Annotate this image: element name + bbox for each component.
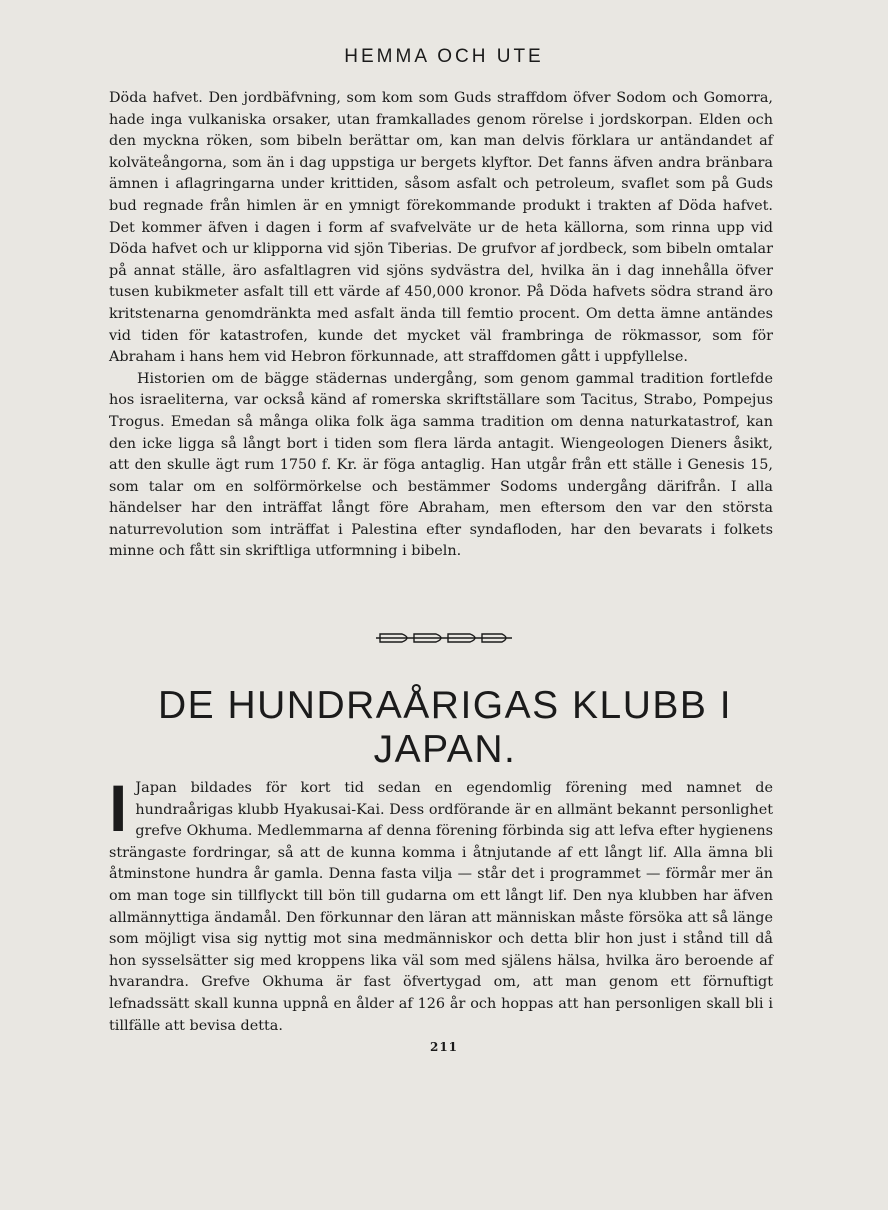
paragraph: Historien om de bägge städernas undergång, som genom gammal tradition fortlefde hos israeliterna, var också känd af romerska skriftställare som Tacitus, Strabo, Pompejus Trogus. Emedan så många olika folk äga samma tradition om denna naturkatastrof, kan den icke ligga så långt bort i tiden som flera lärda antagit. Wiengeologen Dieners åsikt, att den skulle ägt rum 1750 f. Kr. är föga antaglig. Han utgår från ett ställe i Genesis 15, som talar om en solförmörkelse och bestämmer Sodoms undergång därifrån. I alla händelser har den inträffat långt före Abraham, men eftersom den var den största naturrevolution som inträffat i Palestina efter syndafloden, har den bevarats i folkets minne och fått sin skriftliga utformning i bibeln. xyxy=(109,370,773,560)
drop-cap: I xyxy=(109,771,128,845)
body-text xyxy=(109,88,773,563)
ornament-divider-icon xyxy=(374,629,514,647)
page-number: 211 xyxy=(429,1040,459,1054)
article-title: DE HUNDRAÅRIGAS KLUBB I JAPAN. xyxy=(157,684,733,771)
article-text: Japan bildades för kort tid sedan en egendomlig förening med namnet de hundraårigas klubb Hyakusai-Kai. Dess ordförande är en allmänt bekannt personlighet grefve Okhuma. Medlemmarna af denna förening förbinda sig att lefva efter hygienens strängaste fordringar, så att de kunna komma i åtnjutande af ett långt lif. Alla ämna bli åtminstone hundra år gamla. Denna fasta vilja — står det i programmet — förmår mer än om man toge sin tillflyckt till bön till gudarna om ett långt lif. Den nya klubben har äfven allmännyttiga ändamål. Den förkunnar den läran att människan måste försöka att så länge som möjligt visa sig nyttig mot sina medmänniskor och detta blir hon just i stånd till då hon sysselsätter sig med kroppens lika väl som med själens hälsa, hvilka äro beroende af hvarandra. Grefve Okhuma är fast öfvertygad om, att man genom ett förnuftigt lefnadssätt skall kunna uppnå en ålder af 126 år och hoppas att han personligen skall bli i tillfälle att bevisa detta. xyxy=(109,780,773,1034)
running-head: HEMMA OCH UTE xyxy=(344,46,544,67)
article-body xyxy=(109,771,773,1037)
paragraph: Döda hafvet. Den jordbäfvning, som kom som Guds straffdom öfver Sodom och Gomorra, hade inga vulkaniska orsaker, utan framkallades genom rörelse i jordskorpan. Elden och den myckna röken, som bibeln berättar om, kan man delvis förklara ur antändandet af kolväteångorna, som än i dag uppstiga ur bergets klyftor. Det fanns äfven andra bränbara ämnen i aflagringarna under krittiden, såsom asfalt och petroleum, svaflet som på Guds bud regnade från himlen är en ymnigt förekommande produkt i trakten af Döda hafvet. Det kommer äfven i dagen i form af svafvelväte ur de heta källorna, som rinna upp vid Döda hafvet och ur klipporna vid sjön Tiberias. De grufvor af jordbeck, som bibeln omtalar på annat ställe, äro asfaltlagren vid sjöns sydvästra del, hvilka än i dag innehålla öfver tusen kubikmeter asfalt till ett värde af 450,000 kronor. På Döda hafvets södra strand äro kritstenarna genomdränkta med asfalt ända till femtio procent. Om detta ämne antändes vid tiden för katastrofen, kunde det mycket väl frambringa de rökmassor, som för Abraham i hans hem vid Hebron förkunnade, att straffdomen gått i uppfyllelse. xyxy=(109,90,773,366)
